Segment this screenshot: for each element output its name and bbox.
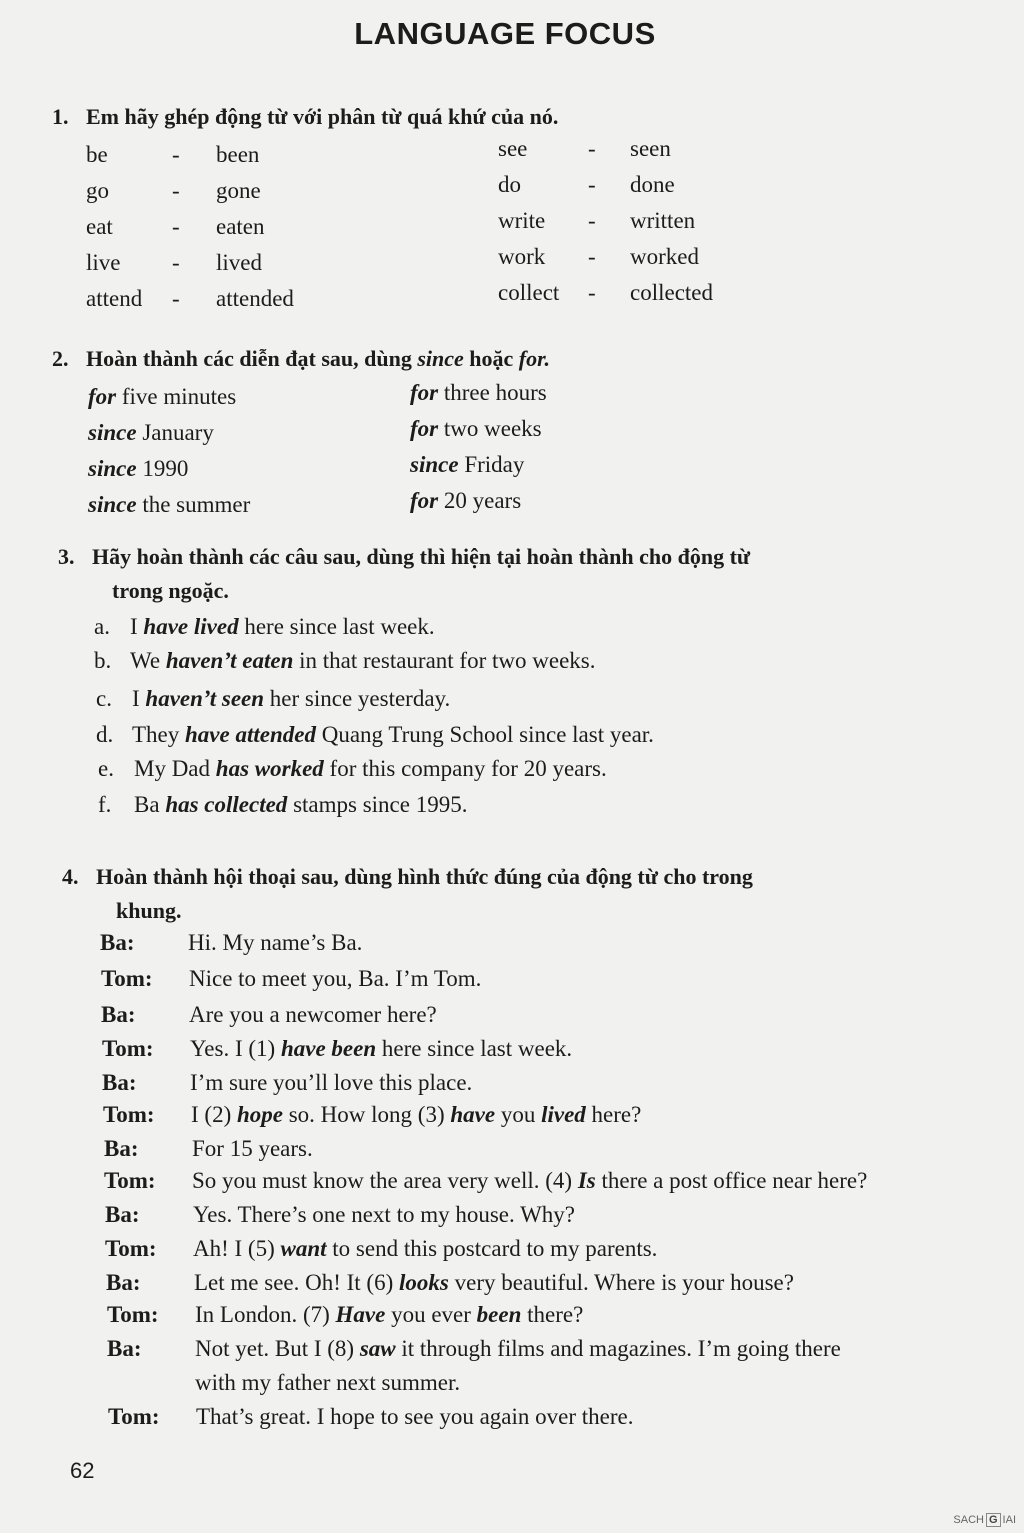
expression <box>410 416 542 442</box>
dialogue-text: That’s great. I hope to see you again over there. <box>196 1404 634 1429</box>
exercise-3-heading <box>58 540 988 608</box>
speaker-label: Tom: <box>107 1302 159 1327</box>
dialogue-text: I’m sure you’ll love this place. <box>190 1070 473 1095</box>
dialogue-text: In London. (7) <box>195 1302 336 1327</box>
preposition: for <box>410 488 439 513</box>
speaker-label: Ba: <box>100 930 135 955</box>
dash: - <box>172 250 180 275</box>
dialogue-line <box>189 966 481 992</box>
expression <box>410 380 547 406</box>
sentence-text: Quang Trung School since last year. <box>315 722 654 747</box>
item-label: a. <box>94 614 110 639</box>
speaker-label: Ba: <box>105 1202 140 1227</box>
dash: - <box>588 280 596 305</box>
dash: - <box>588 208 596 233</box>
verb-answer: lived <box>541 1102 586 1127</box>
speaker-label: Tom: <box>108 1404 160 1429</box>
dialogue-text: there a post office near here? <box>595 1168 868 1193</box>
sentence-text: We <box>130 648 166 673</box>
verb: do <box>498 172 521 197</box>
past-participle: written <box>630 208 696 233</box>
expression-text: Friday <box>458 452 525 477</box>
preposition: since <box>88 456 137 481</box>
verb: be <box>86 142 108 167</box>
sentence-text: I <box>132 686 146 711</box>
verb-answer: Have <box>335 1302 386 1327</box>
verb: collect <box>498 280 560 305</box>
speaker-label: Tom: <box>102 1036 154 1061</box>
keyword-for: for. <box>518 346 550 371</box>
exercise-instruction: Hãy hoàn thành các câu sau, dùng thì hiện tại hoàn thành cho động từ <box>92 544 751 569</box>
dialogue-line-cont: with my father next summer. <box>195 1370 461 1395</box>
speaker-label: Tom: <box>101 966 153 991</box>
dialogue-text: to send this postcard to my parents. <box>326 1236 658 1261</box>
exercise-instruction-cont: trong ngoặc. <box>112 578 229 603</box>
verb-answer: want <box>280 1236 327 1261</box>
dialogue-text: Ah! I (5) <box>193 1236 281 1261</box>
speaker-label: Ba: <box>104 1136 139 1161</box>
sentence-text: for this company for 20 years. <box>323 756 607 781</box>
exercise-number: 1. <box>52 104 69 129</box>
speaker-label: Ba: <box>101 1002 136 1027</box>
expression <box>88 420 214 446</box>
expression <box>88 384 236 410</box>
dialogue-line <box>196 1404 633 1430</box>
item-label: b. <box>94 648 112 673</box>
dialogue-line <box>190 1036 572 1062</box>
dash: - <box>588 244 596 269</box>
exercise-4-heading <box>62 860 992 928</box>
preposition: for <box>88 384 117 409</box>
sentence-item <box>98 792 467 818</box>
expression-text: two weeks <box>438 416 542 441</box>
past-participle: done <box>630 172 675 197</box>
expression-text: 1990 <box>136 456 189 481</box>
dialogue-text: it through films and magazines. I’m going there <box>395 1336 841 1361</box>
logo-icon: G <box>986 1513 1001 1527</box>
page-number: 62 <box>70 1458 95 1483</box>
exercise-instruction: Hoàn thành hội thoại sau, dùng hình thức đúng của động từ cho trong <box>96 864 753 889</box>
verb-answer: been <box>476 1302 522 1327</box>
sentence-text: They <box>132 722 186 747</box>
exercise-instruction: Em hãy ghép động từ với phân từ quá khứ của nó. <box>86 104 559 129</box>
verb-answer: have <box>450 1102 496 1127</box>
dialogue-line <box>189 1002 437 1028</box>
speaker-label: Tom: <box>103 1102 155 1127</box>
dialogue-text: So you must know the area very well. (4) <box>192 1168 578 1193</box>
sentence-item <box>94 614 435 640</box>
dialogue-text: I (2) <box>191 1102 237 1127</box>
dialogue-line <box>192 1136 313 1162</box>
sentence-text: Ba <box>134 792 166 817</box>
expression-text: 20 years <box>438 488 522 513</box>
sentence-item <box>96 686 450 712</box>
past-participle: been <box>216 142 260 167</box>
preposition: since <box>88 420 137 445</box>
past-participle: lived <box>216 250 262 275</box>
sentence-item <box>94 648 595 674</box>
exercise-number: 4. <box>62 864 79 889</box>
expression <box>410 452 524 478</box>
verb: go <box>86 178 109 203</box>
sentence-text: I <box>130 614 144 639</box>
dialogue-text: Are you a newcomer here? <box>189 1002 437 1027</box>
dialogue-text: here? <box>585 1102 642 1127</box>
dialogue-text: Yes. I (1) <box>190 1036 281 1061</box>
verb: live <box>86 250 121 275</box>
preposition: since <box>88 492 137 517</box>
sentence-text: here since last week. <box>238 614 435 639</box>
dialogue-text: Nice to meet you, Ba. I’m Tom. <box>189 966 482 991</box>
preposition: for <box>410 416 439 441</box>
dialogue-text: Not yet. But I (8) <box>195 1336 360 1361</box>
dialogue-text: Let me see. Oh! It (6) <box>194 1270 400 1295</box>
dialogue-text: there? <box>521 1302 584 1327</box>
sentence-text: her since yesterday. <box>264 686 451 711</box>
dialogue-text: you ever <box>385 1302 477 1327</box>
exercise-instruction-cont: khung. <box>116 898 182 923</box>
page-title: LANGUAGE FOCUS <box>354 16 656 51</box>
verb-answer: saw <box>359 1336 396 1361</box>
verb-answer: has worked <box>215 756 324 781</box>
verb-answer: looks <box>399 1270 449 1295</box>
dialogue-text: here since last week. <box>376 1036 573 1061</box>
dialogue-line <box>190 1070 472 1096</box>
speaker-label: Tom: <box>104 1168 156 1193</box>
dialogue-text: Yes. There’s one next to my house. Why? <box>193 1202 576 1227</box>
item-label: c. <box>96 686 112 711</box>
dash: - <box>172 214 180 239</box>
expression-text: five minutes <box>116 384 237 409</box>
dash: - <box>172 178 180 203</box>
dialogue-text: very beautiful. Where is your house? <box>448 1270 794 1295</box>
past-participle: eaten <box>216 214 265 239</box>
sentence-item <box>98 756 607 782</box>
past-participle: attended <box>216 286 294 311</box>
expression-text: the summer <box>136 492 251 517</box>
exercise-1-heading <box>52 100 558 134</box>
exercise-number: 3. <box>58 544 75 569</box>
verb: see <box>498 136 528 161</box>
verb: eat <box>86 214 113 239</box>
item-label: f. <box>98 792 112 817</box>
dialogue-line <box>193 1236 657 1262</box>
verb-answer: Is <box>577 1168 596 1193</box>
verb-answer: hope <box>236 1102 283 1127</box>
exercise-2-heading <box>52 342 550 376</box>
preposition: since <box>410 452 459 477</box>
dash: - <box>172 286 180 311</box>
speaker-label: Ba: <box>106 1270 141 1295</box>
dialogue-text: Hi. My name’s Ba. <box>188 930 363 955</box>
sentence-item <box>96 722 654 748</box>
exercise-instruction: Hoàn thành các diễn đạt sau, dùng <box>86 346 418 371</box>
expression <box>410 488 521 514</box>
dialogue-line <box>192 1168 867 1194</box>
dash: - <box>588 136 596 161</box>
dash: - <box>172 142 180 167</box>
item-label: d. <box>96 722 114 747</box>
watermark-logo: SACH G IAI <box>953 1514 1016 1526</box>
dialogue-line <box>194 1270 794 1296</box>
verb: write <box>498 208 546 233</box>
speaker-label: Ba: <box>107 1336 142 1361</box>
speaker-label: Tom: <box>105 1236 157 1261</box>
dialogue-text: so. How long (3) <box>282 1102 451 1127</box>
verb-answer: haven’t seen <box>145 686 265 711</box>
past-participle: worked <box>630 244 699 269</box>
exercise-number: 2. <box>52 346 69 371</box>
expression-text: three hours <box>438 380 547 405</box>
dialogue-line <box>195 1336 841 1362</box>
dialogue-line <box>193 1202 575 1228</box>
verb: attend <box>86 286 143 311</box>
preposition: for <box>410 380 439 405</box>
past-participle: gone <box>216 178 261 203</box>
sentence-text: in that restaurant for two weeks. <box>293 648 596 673</box>
verb-answer: have been <box>280 1036 377 1061</box>
dialogue-text: you <box>495 1102 542 1127</box>
verb-answer: have attended <box>185 722 316 747</box>
keyword-since: since <box>417 346 464 371</box>
past-participle: collected <box>630 280 714 305</box>
dialogue-line <box>188 930 362 956</box>
dash: - <box>588 172 596 197</box>
speaker-label: Ba: <box>102 1070 137 1095</box>
dialogue-line <box>191 1102 641 1128</box>
verb-answer: has collected <box>165 792 288 817</box>
expression <box>88 492 250 518</box>
dialogue-line <box>195 1302 583 1328</box>
expression <box>88 456 188 482</box>
past-participle: seen <box>630 136 671 161</box>
sentence-text: My Dad <box>134 756 216 781</box>
exercise-instruction-mid: hoặc <box>463 346 519 371</box>
verb: work <box>498 244 546 269</box>
verb-answer: have lived <box>143 614 239 639</box>
expression-text: January <box>136 420 214 445</box>
sentence-text: stamps since 1995. <box>287 792 468 817</box>
verb-answer: haven’t eaten <box>165 648 294 673</box>
item-label: e. <box>98 756 114 781</box>
dialogue-text: For 15 years. <box>192 1136 313 1161</box>
